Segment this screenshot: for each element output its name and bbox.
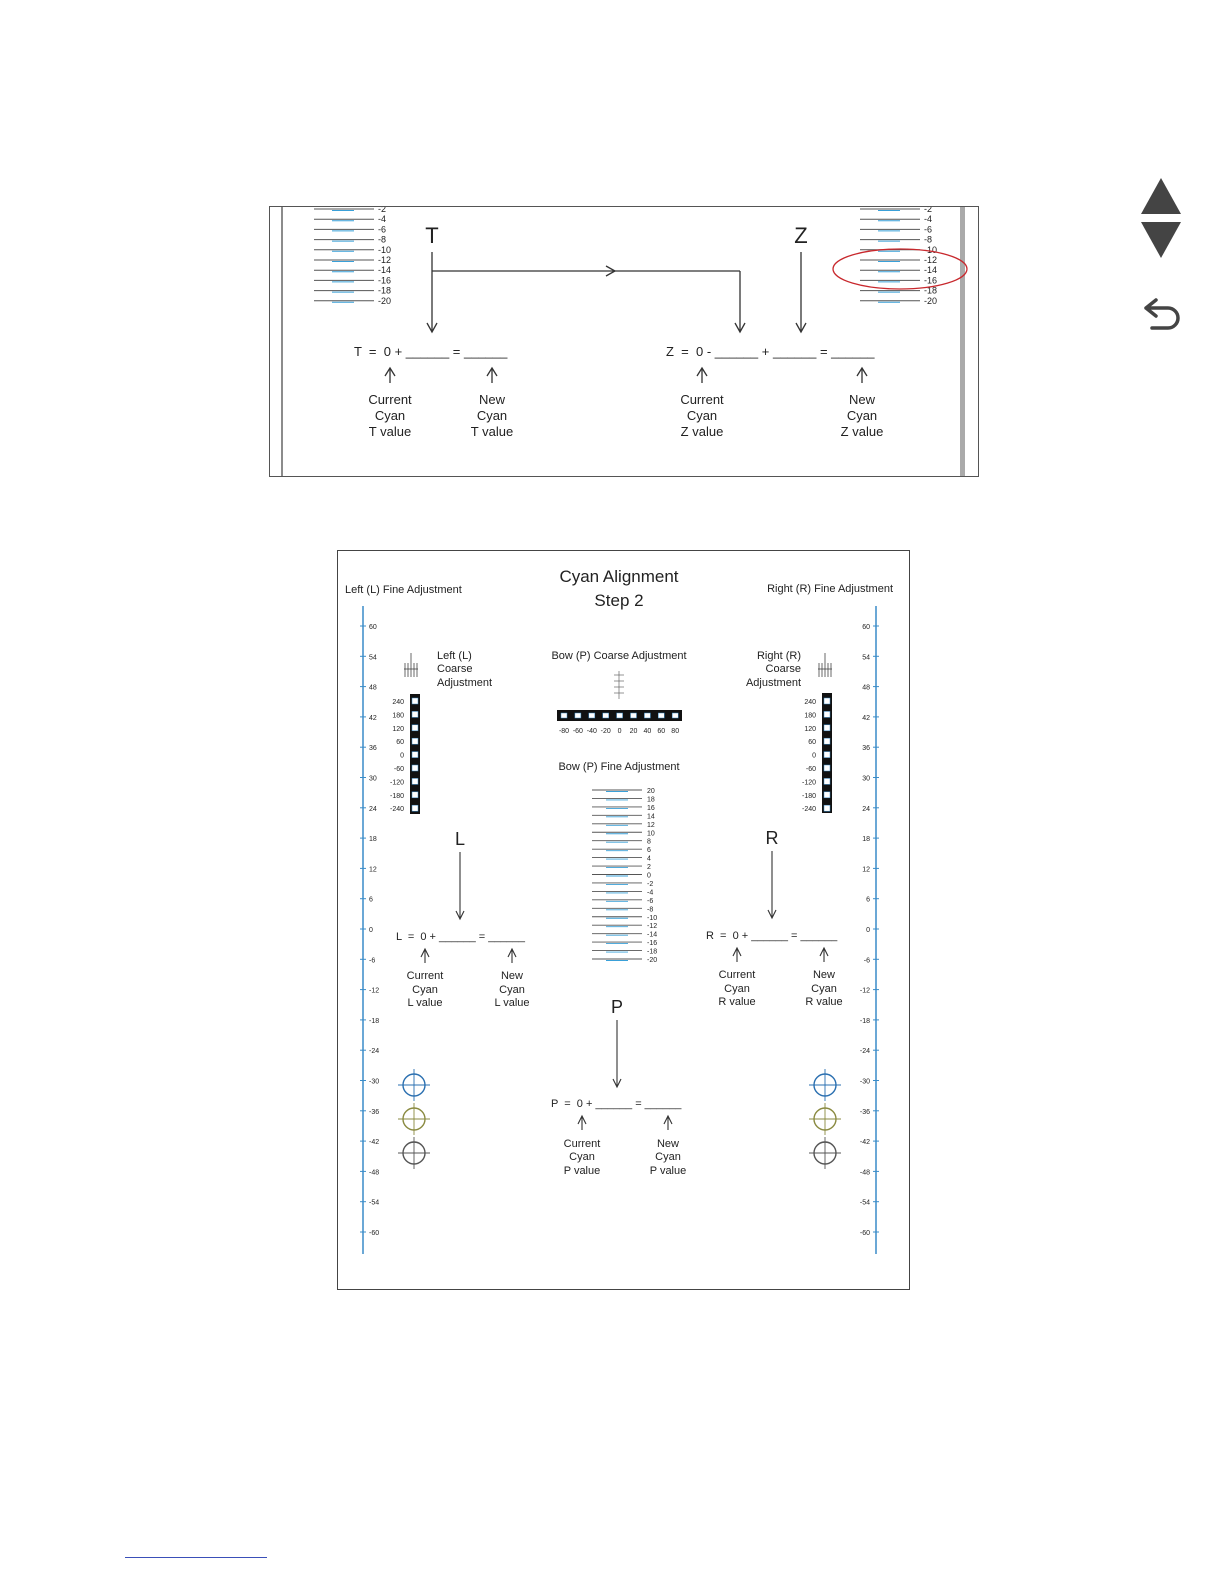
- l-new-caption-1: New: [500, 970, 524, 982]
- left-coarse-title-3: Adjustment: [437, 677, 493, 689]
- scale-label: -20: [378, 295, 392, 306]
- p-new-caption-1: New: [656, 1138, 680, 1150]
- ruler-label: -24: [369, 1048, 380, 1056]
- bow-coarse-label: 20: [629, 728, 638, 735]
- scale-label: -18: [924, 285, 938, 296]
- coarse-label: -180: [389, 792, 404, 800]
- l-equation: L = 0 + ______ = ______: [396, 931, 525, 943]
- bow-fine-label: -14: [647, 931, 658, 939]
- bow-coarse-marker: [603, 713, 609, 718]
- t-current-caption-3: T value: [368, 424, 412, 439]
- footer-link-underline: [125, 1557, 267, 1558]
- bow-fine-label: 18: [647, 796, 655, 804]
- left-line-scale: [314, 207, 391, 306]
- t-current-caption-1: Current: [368, 392, 412, 407]
- ruler-label: 60: [369, 624, 377, 631]
- scale-label: -2: [924, 207, 933, 214]
- ruler-label: 60: [862, 624, 870, 631]
- scale-label: -8: [378, 234, 387, 245]
- ruler-label: -48: [369, 1169, 380, 1177]
- l-label: L: [454, 829, 466, 849]
- z-current-caption-3: Z value: [680, 424, 724, 439]
- scale-label: -10: [924, 244, 938, 255]
- coarse-marker: [824, 711, 830, 717]
- coarse-marker: [412, 765, 418, 771]
- bow-fine-label: 4: [647, 855, 651, 863]
- scale-label: -2: [378, 207, 387, 214]
- ruler-label: 0: [866, 927, 870, 934]
- scale-label: -14: [378, 265, 392, 276]
- t-equation: T = 0 + ______ = ______: [354, 344, 508, 359]
- bow-fine-label: -20: [647, 957, 658, 964]
- coarse-marker: [412, 778, 418, 784]
- ruler-label: -30: [369, 1078, 380, 1086]
- right-line-scale: [860, 207, 937, 306]
- z-new-caption-1: New: [848, 392, 876, 407]
- bow-fine-label: 6: [647, 847, 651, 855]
- coarse-label: 120: [804, 725, 816, 733]
- right-fine-title: Right (R) Fine Adjustment: [767, 583, 893, 595]
- cyan-alignment-step2-page: [337, 550, 910, 1290]
- ruler-label: 6: [369, 896, 373, 904]
- coarse-label: 60: [808, 739, 816, 747]
- coarse-label: -120: [389, 779, 404, 787]
- z-new-caption-2: Cyan: [846, 408, 878, 423]
- coarse-marker: [824, 738, 830, 744]
- bow-fine-label: 0: [647, 872, 651, 880]
- t-new-caption-2: Cyan: [476, 408, 508, 423]
- ruler-label: 24: [862, 805, 870, 813]
- bow-coarse-label: -20: [600, 728, 611, 735]
- bow-coarse-marker: [644, 713, 650, 718]
- cyan-tz-adjustment-figure: [269, 206, 979, 477]
- right-coarse-title-1: Right (R): [756, 650, 801, 662]
- p-new-caption-2: Cyan: [655, 1151, 681, 1163]
- ruler-label: -12: [369, 987, 380, 995]
- coarse-label: 60: [396, 739, 404, 747]
- bow-fine-label: 10: [647, 830, 655, 838]
- bow-fine-label: -2: [647, 880, 654, 888]
- left-fine-title: Left (L) Fine Adjustment: [345, 584, 462, 596]
- z-equation: Z = 0 - ______ + ______ = ______: [666, 344, 875, 359]
- bow-fine-label: 14: [647, 813, 655, 821]
- r-equation: R = 0 + ______ = ______: [706, 930, 838, 942]
- r-new-caption-3: R value: [805, 996, 843, 1008]
- bow-fine-label: -16: [647, 940, 658, 948]
- r-current-caption-1: Current: [718, 969, 756, 981]
- left-coarse-glyph: [404, 653, 418, 677]
- page-title-line1: Cyan Alignment: [559, 567, 679, 586]
- bow-fine-label: 12: [647, 821, 655, 829]
- coarse-label: 180: [804, 712, 816, 720]
- bow-fine-label: -18: [647, 948, 658, 956]
- left-coarse-title-1: Left (L): [437, 650, 472, 662]
- coarse-label: 240: [392, 699, 404, 706]
- ruler-label: 24: [369, 805, 377, 813]
- bow-fine-label: -8: [647, 906, 654, 914]
- ruler-label: -36: [369, 1108, 380, 1116]
- ruler-label: -6: [863, 957, 870, 965]
- l-current-caption-1: Current: [406, 970, 444, 982]
- bow-coarse-label: -40: [586, 728, 597, 735]
- coarse-marker: [412, 752, 418, 758]
- bow-coarse-marker: [631, 713, 637, 718]
- p-label: P: [610, 997, 624, 1017]
- scale-label: -16: [924, 275, 938, 286]
- bow-fine-label: 8: [647, 838, 651, 846]
- ruler-label: -60: [859, 1230, 870, 1237]
- left-coarse-scale: [390, 698, 418, 813]
- r-new-caption-1: New: [812, 969, 836, 981]
- bow-coarse-marker: [561, 713, 567, 718]
- right-coarse-glyph: [818, 653, 832, 677]
- right-coarse-title-3: Adjustment: [745, 677, 801, 689]
- back-button[interactable]: [1140, 296, 1188, 340]
- coarse-marker: [824, 778, 830, 784]
- z-label: Z: [794, 223, 808, 248]
- highlight-ellipse: [833, 249, 967, 289]
- bow-fine-label: 2: [647, 864, 651, 872]
- ruler-label: 18: [862, 836, 870, 844]
- ruler-label: -54: [369, 1199, 380, 1207]
- scale-label: -10: [378, 244, 392, 255]
- ruler-label: -6: [369, 957, 376, 965]
- ruler-label: 36: [369, 745, 377, 753]
- bow-coarse-marker: [589, 713, 595, 718]
- ruler-label: 30: [862, 775, 870, 783]
- ruler-label: -36: [859, 1108, 870, 1116]
- previous-page-button[interactable]: [1137, 176, 1185, 220]
- p-equation: P = 0 + ______ = ______: [551, 1098, 682, 1110]
- z-new-caption-3: Z value: [840, 424, 884, 439]
- bow-coarse-label: -80: [558, 728, 570, 735]
- ruler-label: 6: [866, 896, 870, 904]
- bow-coarse-title: Bow (P) Coarse Adjustment: [551, 650, 687, 662]
- r-current-caption-2: Cyan: [724, 983, 750, 995]
- ruler-label: 42: [862, 714, 870, 722]
- right-coarse-title-2: Coarse: [765, 663, 801, 675]
- coarse-marker: [824, 752, 830, 758]
- t-new-caption-1: New: [478, 392, 506, 407]
- coarse-label: -240: [389, 806, 404, 814]
- bow-coarse-marker: [617, 713, 623, 718]
- coarse-marker: [824, 698, 830, 704]
- coarse-marker: [824, 792, 830, 798]
- z-current-caption-1: Current: [680, 392, 724, 407]
- ruler-label: -18: [369, 1017, 380, 1025]
- l-current-caption-3: L value: [407, 997, 443, 1009]
- page-title-line2: Step 2: [594, 591, 644, 610]
- scale-label: -12: [378, 255, 392, 265]
- coarse-label: -240: [801, 806, 816, 814]
- bow-fine-label: -4: [647, 889, 654, 897]
- bow-coarse-label: 60: [657, 728, 666, 735]
- return-arrow-icon: [1140, 296, 1184, 336]
- scale-label: -16: [378, 275, 392, 286]
- bow-coarse-marker: [672, 713, 678, 718]
- scale-label: -6: [378, 224, 387, 235]
- p-current-caption-3: P value: [563, 1165, 601, 1177]
- ruler-label: -54: [859, 1199, 870, 1207]
- scale-label: -14: [924, 265, 938, 276]
- coarse-marker: [824, 805, 830, 811]
- bow-fine-label: 16: [647, 804, 655, 812]
- ruler-label: 42: [369, 714, 377, 722]
- scale-label: -8: [924, 234, 933, 245]
- t-label: T: [425, 223, 439, 248]
- p-new-caption-3: P value: [649, 1165, 687, 1177]
- scale-label: -20: [924, 295, 938, 306]
- coarse-marker: [412, 805, 418, 811]
- r-new-caption-2: Cyan: [811, 983, 837, 995]
- coarse-marker: [412, 725, 418, 731]
- next-page-button[interactable]: [1137, 220, 1185, 264]
- ruler-label: -60: [369, 1230, 380, 1237]
- bow-coarse-label: 0: [617, 728, 622, 735]
- triangle-up-icon: [1137, 176, 1185, 216]
- z-current-caption-2: Cyan: [686, 408, 718, 423]
- r-current-caption-3: R value: [718, 996, 756, 1008]
- scale-label: -4: [378, 214, 387, 225]
- coarse-label: 120: [392, 725, 404, 733]
- ruler-label: -18: [859, 1017, 870, 1025]
- bow-fine-title: Bow (P) Fine Adjustment: [558, 761, 680, 773]
- bow-fine-label: -6: [647, 897, 654, 905]
- coarse-label: 0: [400, 752, 404, 760]
- l-new-caption-2: Cyan: [499, 984, 525, 996]
- bow-coarse-label: 40: [643, 728, 652, 735]
- coarse-label: 240: [804, 699, 816, 706]
- bow-coarse-scale: [559, 713, 679, 735]
- coarse-marker: [412, 711, 418, 717]
- bow-fine-label: -12: [647, 923, 658, 931]
- ruler-label: 54: [862, 654, 870, 662]
- coarse-marker: [412, 738, 418, 744]
- coarse-label: 0: [812, 752, 816, 760]
- t-current-caption-2: Cyan: [374, 408, 406, 423]
- coarse-label: -180: [801, 792, 816, 800]
- ruler-label: -42: [859, 1139, 870, 1147]
- ruler-label: 30: [369, 775, 377, 783]
- triangle-down-icon: [1137, 220, 1185, 260]
- coarse-label: -60: [805, 766, 816, 773]
- coarse-label: -60: [393, 766, 404, 773]
- ruler-label: -48: [859, 1169, 870, 1177]
- right-coarse-scale: [802, 698, 830, 813]
- ruler-label: -12: [859, 987, 870, 995]
- p-current-caption-2: Cyan: [569, 1151, 595, 1163]
- ruler-label: -30: [859, 1078, 870, 1086]
- ruler-label: 36: [862, 745, 870, 753]
- bow-fine-label: -10: [647, 914, 658, 922]
- l-current-caption-2: Cyan: [412, 984, 438, 996]
- bow-coarse-glyph: [614, 671, 624, 699]
- l-new-caption-3: L value: [494, 997, 530, 1009]
- coarse-label: 180: [392, 712, 404, 720]
- ruler-label: 12: [369, 866, 377, 874]
- ruler-label: 0: [369, 927, 373, 934]
- bow-fine-label: 20: [647, 788, 655, 795]
- ruler-label: 54: [369, 654, 377, 662]
- scale-label: -4: [924, 214, 933, 225]
- r-label: R: [765, 828, 779, 848]
- bow-coarse-marker: [658, 713, 664, 718]
- bow-coarse-label: 80: [671, 728, 680, 735]
- ruler-label: -24: [859, 1048, 870, 1056]
- coarse-marker: [824, 725, 830, 731]
- coarse-marker: [412, 698, 418, 704]
- ruler-label: 12: [862, 866, 870, 874]
- scale-label: -6: [924, 224, 933, 235]
- bow-fine-scale: [592, 788, 657, 964]
- scale-label: -12: [924, 255, 938, 265]
- coarse-marker: [412, 792, 418, 798]
- p-current-caption-1: Current: [563, 1138, 601, 1150]
- ruler-label: 18: [369, 836, 377, 844]
- t-new-caption-3: T value: [470, 424, 514, 439]
- left-coarse-title-2: Coarse: [437, 663, 473, 675]
- bow-coarse-marker: [575, 713, 581, 718]
- ruler-label: 48: [862, 684, 870, 692]
- ruler-label: -42: [369, 1139, 380, 1147]
- registration-targets: [398, 1069, 841, 1169]
- bow-coarse-label: -60: [572, 728, 583, 735]
- coarse-marker: [824, 765, 830, 771]
- ruler-label: 48: [369, 684, 377, 692]
- coarse-label: -120: [801, 779, 816, 787]
- scale-label: -18: [378, 285, 392, 296]
